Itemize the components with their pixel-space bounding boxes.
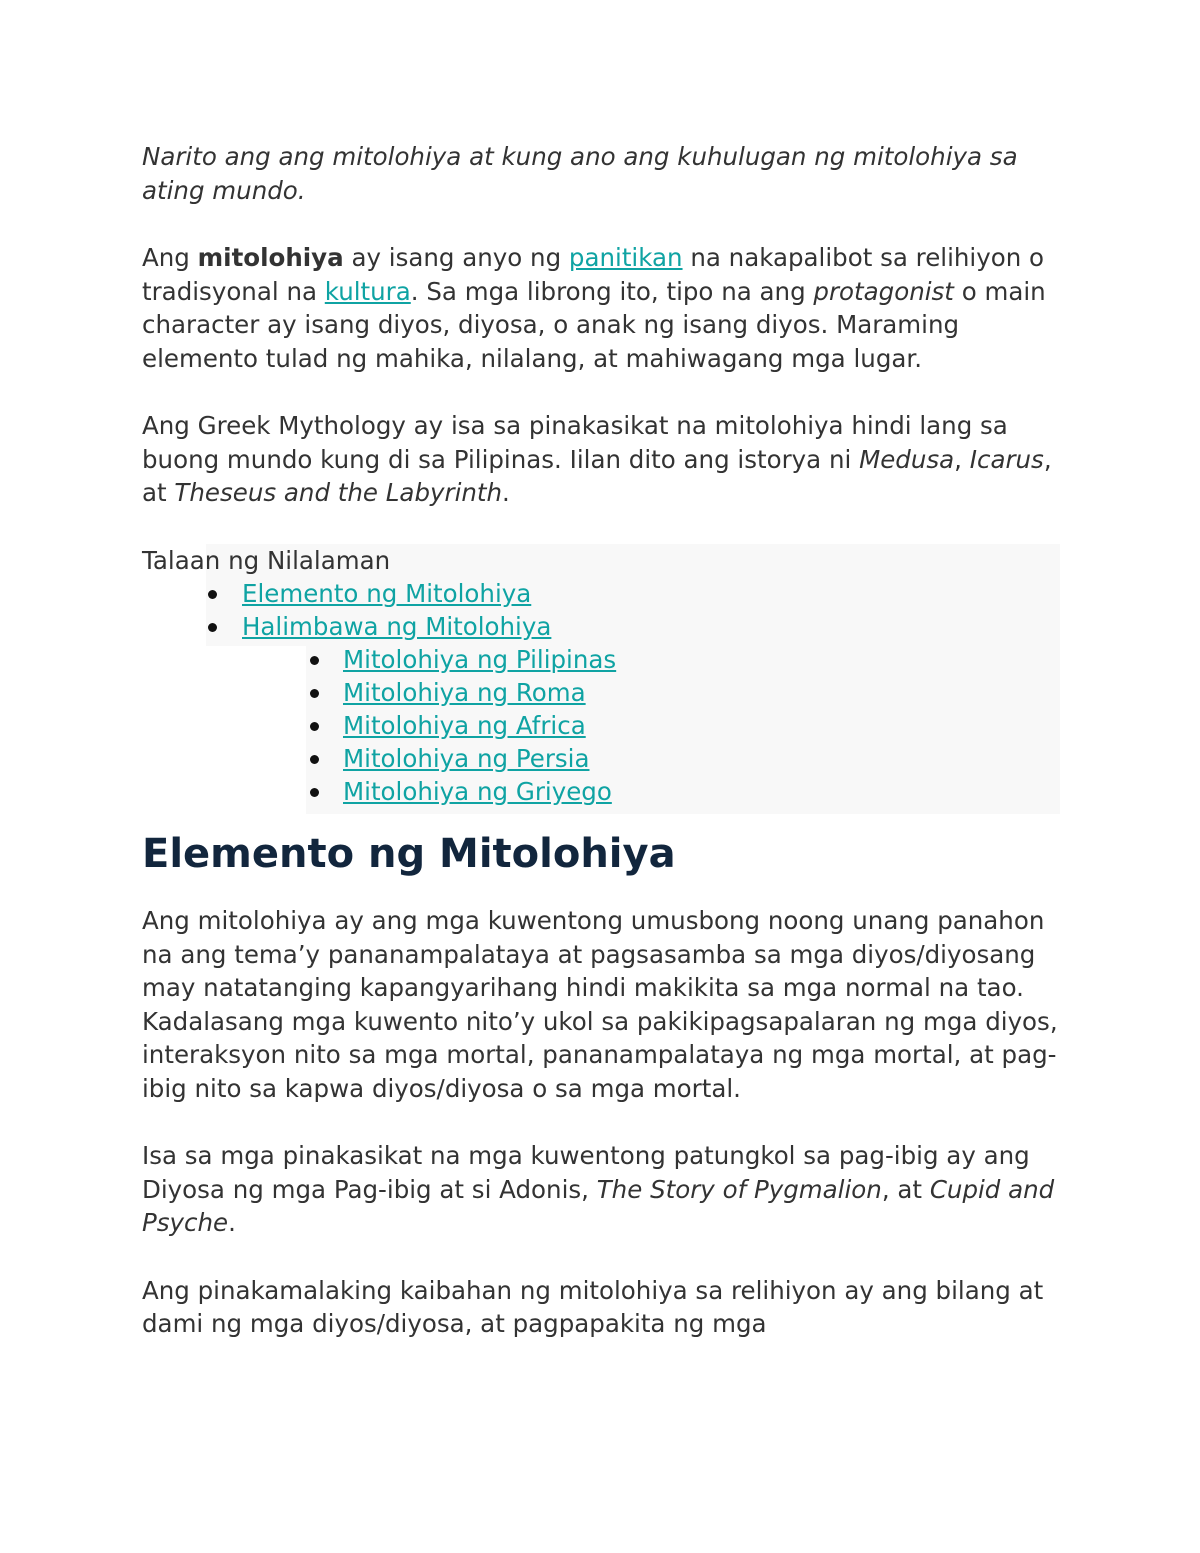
intro-text: Narito ang ang mitolohiya at kung ano ang kuhulugan ng mitolohiya sa ating mundo. xyxy=(142,142,1018,205)
definition-text-1: Ang xyxy=(142,243,198,272)
toc-item xyxy=(142,577,1062,610)
section-p2-text-3: . xyxy=(228,1208,236,1237)
toc-link-roma[interactable]: Mitolohiya ng Roma xyxy=(343,678,586,707)
mitolohiya-bold: mitolohiya xyxy=(197,243,344,272)
table-of-contents xyxy=(142,544,1062,809)
definition-text-3: na nakapalibot sa relihiyon o tradisyonal na xyxy=(142,243,1045,306)
panitikan-link[interactable]: panitikan xyxy=(568,243,683,272)
toc-subitem xyxy=(142,643,1062,676)
section-heading: Elemento ng Mitolohiya xyxy=(142,831,676,877)
bullet-icon xyxy=(310,788,319,797)
section-p2-text-2: , at xyxy=(881,1174,930,1204)
definition-text-2: ay isang anyo ng xyxy=(343,243,569,272)
toc-link-persia[interactable]: Mitolohiya ng Persia xyxy=(343,744,590,773)
greek-text-3: , at xyxy=(142,444,1052,507)
theseus-italic: Theseus and the Labyrinth xyxy=(174,478,503,507)
kultura-link[interactable]: kultura xyxy=(324,276,411,306)
intro-paragraph xyxy=(142,140,1062,207)
bullet-icon xyxy=(310,755,319,764)
section-paragraph-3: Ang pinakamalaking kaibahan ng mitolohiya sa relihiyon ay ang bilang at dami ng mga diyos/diyosa, at pagpapakita ng mga xyxy=(142,1275,1044,1338)
toc-link-africa[interactable]: Mitolohiya ng Africa xyxy=(343,711,586,740)
toc-title: Talaan ng Nilalaman xyxy=(142,545,391,575)
bullet-icon xyxy=(208,623,217,632)
medusa-italic: Medusa xyxy=(859,444,955,474)
document-page xyxy=(142,140,1062,1341)
toc-link-griyego[interactable]: Mitolohiya ng Griyego xyxy=(343,777,612,806)
greek-paragraph xyxy=(142,409,1062,510)
protagonist-italic: protagonist xyxy=(813,276,954,306)
section-paragraph-1: Ang mitolohiya ay ang mga kuwentong umusbong noong unang panahon na ang tema’y pananampalataya at pagsasamba sa mga diyos/diyosang may natatanging kapangyarihang hindi makikita sa mga normal na tao. Kadalasang mga kuwento nito’y ukol sa pakikipagsapalaran ng mga diyos, interaksyon nito sa mga mortal, pananampalataya ng mga mortal, at pag-ibig nito sa kapwa diyos/diyosa o sa mga mortal. xyxy=(142,906,1058,1103)
toc-item xyxy=(142,610,1062,643)
definition-text-4: . Sa mga librong ito, tipo na ang xyxy=(410,276,814,306)
toc-sublist xyxy=(142,643,1062,808)
icarus-italic: Icarus xyxy=(969,444,1044,474)
toc-subitem xyxy=(142,676,1062,709)
section-paragraph-2 xyxy=(142,1139,1062,1240)
toc-link-elemento[interactable]: Elemento ng Mitolohiya xyxy=(242,579,532,608)
definition-paragraph xyxy=(142,241,1062,375)
bullet-icon xyxy=(208,590,217,599)
toc-link-pilipinas[interactable]: Mitolohiya ng Pilipinas xyxy=(343,645,617,674)
greek-text-1: Ang Greek Mythology ay isa sa pinakasikat na mitolohiya hindi lang sa buong mundo kung di sa Pilipinas. Iilan dito ang istorya ni xyxy=(142,411,1008,474)
toc-subitem xyxy=(142,775,1062,808)
definition-text-5: o main character ay isang diyos, diyosa, o anak ng isang diyos. Maraming elemento tulad ng mahika, nilalang, at mahiwagang mga lugar. xyxy=(142,276,1046,373)
toc-subitem xyxy=(142,709,1062,742)
toc-link-halimbawa[interactable]: Halimbawa ng Mitolohiya xyxy=(242,612,552,641)
bullet-icon xyxy=(310,722,319,731)
cupid-italic: Cupid and Psyche xyxy=(142,1174,1055,1237)
toc-list xyxy=(142,577,1062,643)
greek-text-2: , xyxy=(954,444,970,474)
greek-text-4: . xyxy=(502,478,510,507)
bullet-icon xyxy=(310,656,319,665)
section-p2-text-1: Isa sa mga pinakasikat na mga kuwentong patungkol sa pag-ibig ay ang Diyosa ng mga Pag-ibig at si Adonis, xyxy=(142,1141,1030,1204)
bullet-icon xyxy=(310,689,319,698)
toc-subitem xyxy=(142,742,1062,775)
pygmalion-italic: The Story of Pygmalion xyxy=(596,1174,882,1204)
